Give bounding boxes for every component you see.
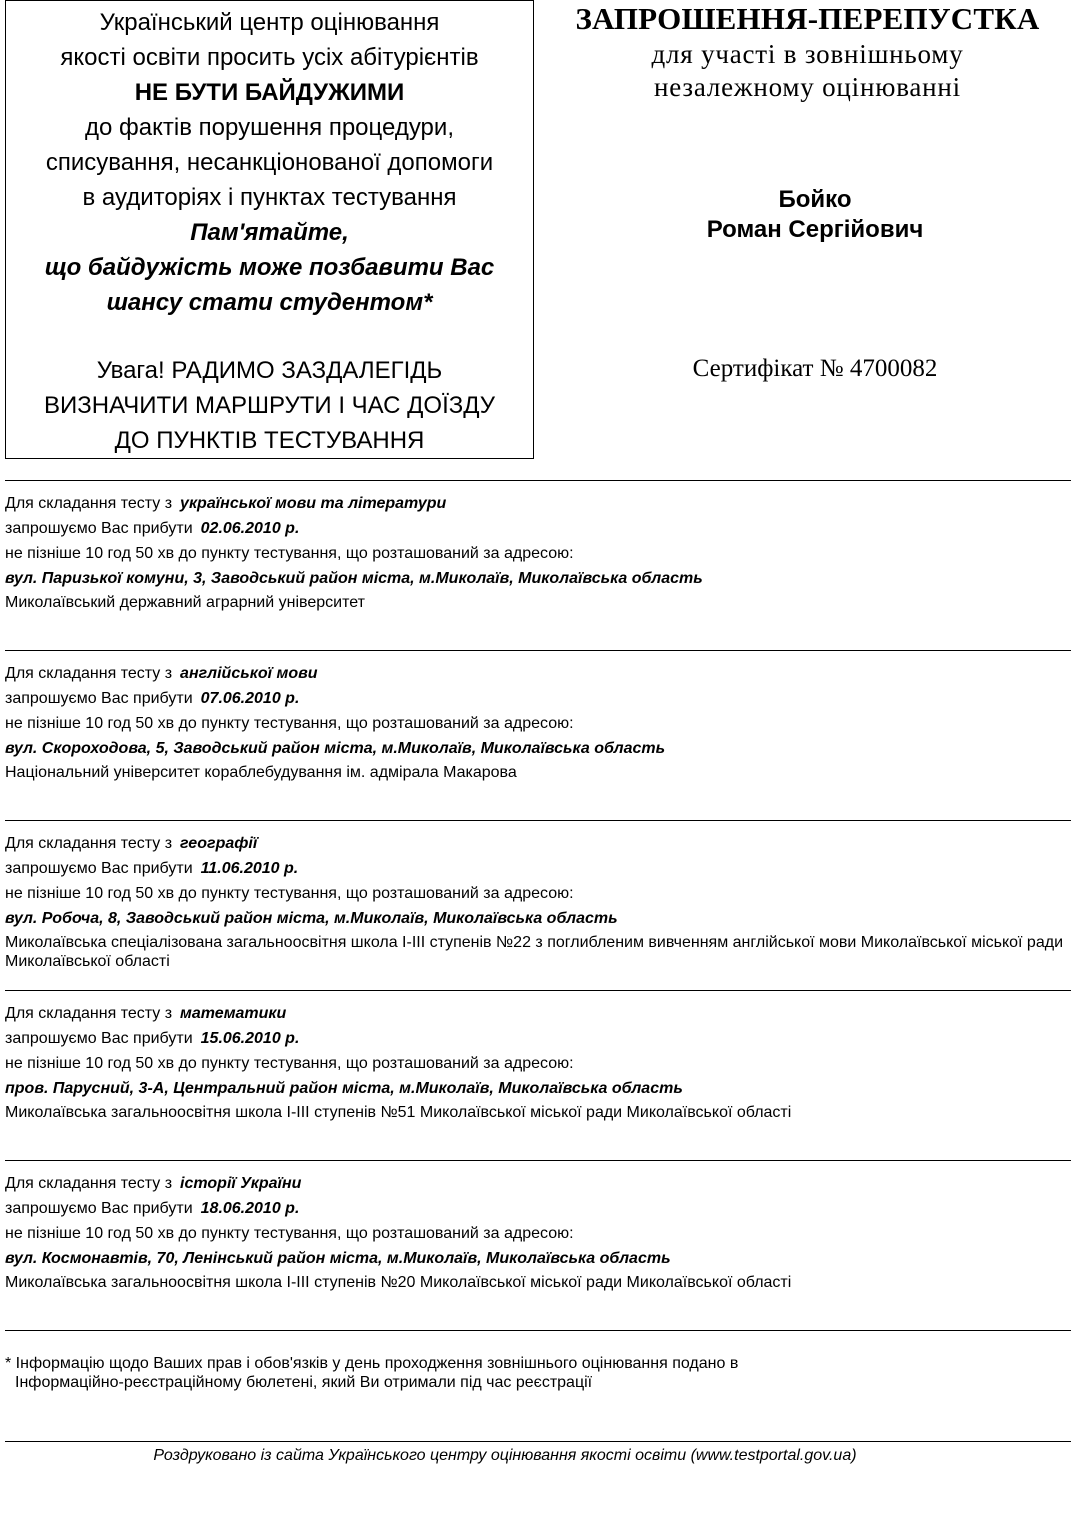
- exam-subject: англійської мови: [180, 665, 318, 682]
- arrive-label: запрошуємо Вас прибути: [5, 1030, 193, 1047]
- notice-remember: що байдужість може позбавити Вас: [44, 254, 495, 281]
- footnote-line: * Інформацію щодо Ваших прав і обов'язків у день проходження зовнішнього оцінювання подано в: [5, 1355, 739, 1372]
- exam-address: вул. Робоча, 8, Заводський район міста, м.Миколаїв, Миколаївська область: [5, 910, 618, 927]
- person-name: [540, 185, 1075, 245]
- exam-entry: [5, 491, 1071, 612]
- arrival-time-note: не пізніше 10 год 50 хв до пункту тестування, що розташований за адресою:: [5, 885, 574, 902]
- exam-institution: Миколаївська спеціалізована загальноосвітня школа І-ІІІ ступенів №22 з поглибленим вивченням англійської мови Миколаївської міської ради Миколаївської області: [5, 934, 1063, 970]
- divider: [5, 1160, 1071, 1161]
- exam-date: 18.06.2010 р.: [200, 1200, 300, 1217]
- divider: [5, 820, 1071, 821]
- arrive-label: запрошуємо Вас прибути: [5, 1200, 193, 1217]
- person-given-name: Роман Сергійович: [706, 216, 924, 243]
- warning-line: Увага! РАДИМО ЗАЗДАЛЕГІДЬ: [96, 357, 443, 384]
- printed-from-note: Роздруковано із сайта Українського центру оцінювання якості освіти (www.testportal.gov.ua): [153, 1447, 857, 1464]
- notice-line: якості освіти просить усіх абітурієнтів: [60, 44, 479, 71]
- person-surname: Бойко: [778, 186, 852, 213]
- exam-entry: [5, 661, 1071, 782]
- document-subtitle: для участі в зовнішньому: [651, 39, 964, 69]
- exam-date: 02.06.2010 р.: [200, 520, 300, 537]
- notice-emphasis: НЕ БУТИ БАЙДУЖИМИ: [134, 79, 405, 106]
- warning-line: ДО ПУНКТІВ ТЕСТУВАННЯ: [114, 427, 425, 454]
- document-header: [540, 0, 1075, 104]
- subject-label: Для складання тесту з: [5, 665, 173, 682]
- divider: [5, 1441, 1071, 1442]
- exam-institution: Миколаївська загальноосвітня школа І-ІІІ ступенів №51 Миколаївської міської ради Миколаївської області: [5, 1104, 792, 1121]
- subject-label: Для складання тесту з: [5, 1175, 173, 1192]
- divider: [5, 480, 1071, 481]
- divider: [5, 650, 1071, 651]
- exam-institution: Миколаївський державний аграрний університет: [5, 594, 365, 611]
- notice-line: списування, несанкціонованої допомоги: [45, 149, 494, 176]
- notice-remember: Пам'ятайте,: [190, 219, 349, 246]
- exam-date: 07.06.2010 р.: [200, 690, 300, 707]
- arrival-time-note: не пізніше 10 год 50 хв до пункту тестування, що розташований за адресою:: [5, 715, 574, 732]
- exam-subject: історії України: [180, 1175, 302, 1192]
- notice-remember: шансу стати студентом*: [106, 289, 433, 316]
- warning-line: ВИЗНАЧИТИ МАРШРУТИ І ЧАС ДОЇЗДУ: [43, 392, 496, 419]
- arrive-label: запрошуємо Вас прибути: [5, 520, 193, 537]
- exam-address: вул. Скороходова, 5, Заводський район міста, м.Миколаїв, Миколаївська область: [5, 740, 666, 757]
- certificate-number: Сертифікат № 4700082: [692, 355, 938, 382]
- notice-line: до фактів порушення процедури,: [85, 114, 454, 141]
- exam-institution: Миколаївська загальноосвітня школа І-ІІІ ступенів №20 Миколаївської міської ради Миколаївської області: [5, 1274, 792, 1291]
- footnote: [5, 1354, 738, 1392]
- footnote-line: Інформаційно-реєстраційному бюлетені, який Ви отримали під час реєстрації: [15, 1374, 593, 1391]
- notice-message: [6, 5, 533, 320]
- subject-label: Для складання тесту з: [5, 495, 173, 512]
- divider: [5, 990, 1071, 991]
- subject-label: Для складання тесту з: [5, 1005, 173, 1022]
- exam-address: вул. Паризької комуни, 3, Заводський район міста, м.Миколаїв, Миколаївська область: [5, 570, 703, 587]
- exam-date: 15.06.2010 р.: [200, 1030, 300, 1047]
- exam-subject: української мови та літератури: [180, 495, 447, 512]
- exam-entry: [5, 1171, 1071, 1292]
- arrival-time-note: не пізніше 10 год 50 хв до пункту тестування, що розташований за адресою:: [5, 1055, 574, 1072]
- notice-box: [5, 0, 534, 459]
- arrival-time-note: не пізніше 10 год 50 хв до пункту тестування, що розташований за адресою:: [5, 1225, 574, 1242]
- exam-date: 11.06.2010 р.: [200, 860, 299, 877]
- divider: [5, 1330, 1071, 1331]
- notice-warning: [6, 353, 533, 458]
- document-title: ЗАПРОШЕННЯ-ПЕРЕПУСТКА: [575, 1, 1040, 36]
- exam-address: пров. Парусний, 3-А, Центральний район міста, м.Миколаїв, Миколаївська область: [5, 1080, 683, 1097]
- arrive-label: запрошуємо Вас прибути: [5, 860, 193, 877]
- exam-institution: Національний університет кораблебудування ім. адмірала Макарова: [5, 764, 517, 781]
- exam-subject: географії: [180, 835, 258, 852]
- notice-line: в аудиторіях і пунктах тестування: [82, 184, 457, 211]
- exam-entry: [5, 1001, 1071, 1122]
- arrival-time-note: не пізніше 10 год 50 хв до пункту тестування, що розташований за адресою:: [5, 545, 574, 562]
- exam-address: вул. Космонавтів, 70, Ленінський район міста, м.Миколаїв, Миколаївська область: [5, 1250, 671, 1267]
- document-subtitle: незалежному оцінюванні: [654, 72, 961, 102]
- exam-entry: [5, 831, 1071, 971]
- arrive-label: запрошуємо Вас прибути: [5, 690, 193, 707]
- subject-label: Для складання тесту з: [5, 835, 173, 852]
- exam-subject: математики: [180, 1005, 287, 1022]
- notice-line: Український центр оцінювання: [99, 9, 440, 36]
